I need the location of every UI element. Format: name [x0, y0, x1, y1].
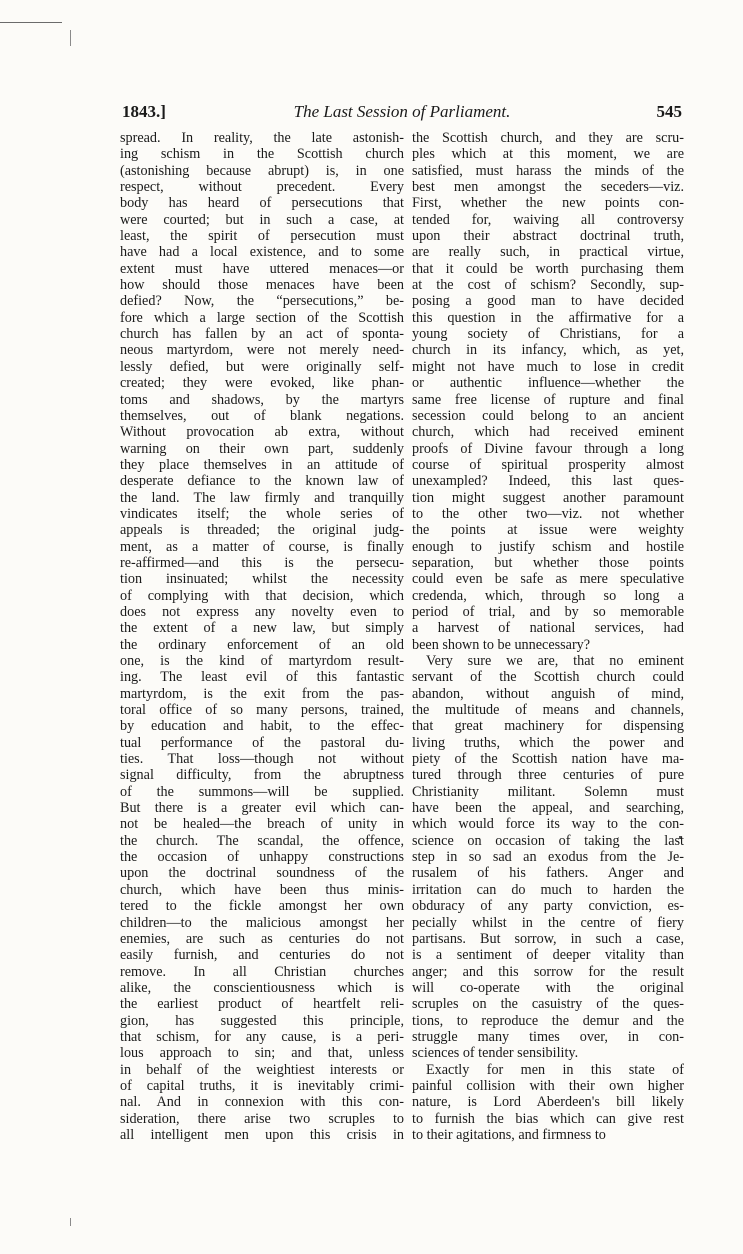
text-line: this question in the affirmative for a [412, 309, 684, 326]
text-line: unexampled? Indeed, this last ques- [412, 473, 684, 490]
text-line: themselves, out of blank negations. [120, 407, 404, 424]
text-line: church, which had received eminent [412, 424, 684, 441]
text-line: enough to justify schism and hostile [412, 538, 684, 555]
text-line: that it could be worth purchasing them [412, 260, 684, 277]
text-line: respect, without precedent. Every [120, 179, 404, 196]
running-head-year: 1843.] [122, 102, 166, 121]
text-line: pecially whilst in the centre of fiery [412, 914, 684, 931]
gutter-mark-bottom [70, 1218, 71, 1226]
text-line: But there is a greater evil which can- [120, 800, 404, 817]
text-line: children—to the malicious amongst her [120, 914, 404, 931]
text-line: (astonishing because abrupt) is, in one [120, 162, 404, 179]
text-line: enemies, are such as centuries do not [120, 930, 404, 947]
text-line: desperate defiance to the known law of [120, 473, 404, 490]
text-line: the occasion of unhappy constructions [120, 849, 404, 866]
text-line: they place themselves in an attitude of [120, 456, 404, 473]
text-line: tions, to reproduce the demur and the [412, 1012, 684, 1029]
text-line: church in its infancy, which, as yet, [412, 342, 684, 359]
text-line: have been the appeal, and searching, [412, 800, 684, 817]
text-line: all intelligent men upon this crisis in [120, 1126, 404, 1143]
text-line: partisans. But sorrow, in such a case, [412, 930, 684, 947]
text-line: to the other two—viz. not whether [412, 505, 684, 522]
right-column [412, 130, 684, 1143]
text-line: piety of the Scottish nation have ma- [412, 751, 684, 768]
text-line: church has fallen by an act of sponta- [120, 326, 404, 343]
running-head-title: The Last Session of Parliament. [293, 102, 511, 121]
text-line: scruples on the casuistry of the ques- [412, 996, 684, 1013]
text-line: in behalf of the weightiest interests or [120, 1061, 404, 1078]
text-line: tion insinuated; whilst the necessity [120, 571, 404, 588]
text-line: could even be safe as mere speculative [412, 571, 684, 588]
text-line: servant of the Scottish church could [412, 669, 684, 686]
text-line: easily furnish, and centuries do not [120, 947, 404, 964]
text-line: living truths, which the power and [412, 734, 684, 751]
text-line: Christianity militant. Solemn must [412, 783, 684, 800]
text-line: best men amongst the seceders—viz. [412, 179, 684, 196]
text-line: tured through three centuries of pure [412, 767, 684, 784]
text-line: a harvest of national services, had [412, 620, 684, 637]
text-line: step in so sad an exodus from the Je- [412, 849, 684, 866]
page-number: 545 [656, 102, 682, 121]
text-line: least, the spirit of persecution must [120, 228, 404, 245]
text-line: ples which at this moment, we are [412, 146, 684, 163]
text-line: proofs of Divine favour through a long [412, 440, 684, 457]
text-line: by education and habit, to the effec- [120, 718, 404, 735]
margin-rule [0, 22, 62, 23]
text-line: spread. In reality, the late astonish- [120, 130, 404, 146]
text-line: painful collision with their own higher [412, 1077, 684, 1094]
text-line: been shown to be unnecessary? [412, 636, 591, 653]
text-line: of the summons—will be supplied. [120, 783, 404, 800]
text-line: one, is the kind of martyrdom result- [120, 653, 404, 669]
text-line: fore which a large section of the Scottish [120, 309, 404, 326]
text-line: re-affirmed—and this is the persecu- [120, 554, 404, 571]
text-line: separation, but whether those points [412, 554, 684, 571]
text-line: secession could belong to an ancient [412, 407, 684, 424]
text-line: neous martyrdom, were not merely need- [120, 342, 404, 359]
text-line: nature, is Lord Aberdeen's bill likely [412, 1094, 684, 1111]
text-line: ties. That loss—though not without [120, 751, 404, 768]
text-line: the extent of a new law, but simply [120, 620, 404, 637]
text-line: lous approach to sin; and that, unless [120, 1045, 404, 1062]
text-line: the points at issue were weighty [412, 522, 684, 539]
text-line: credenda, which, through so long a [412, 587, 684, 604]
text-line: ing schism in the Scottish church [120, 146, 404, 163]
text-line: the ordinary enforcement of an old [120, 636, 404, 653]
text-line: appeals is threaded; the original judg- [120, 522, 404, 539]
text-line: warning on their own part, suddenly [120, 440, 404, 457]
text-line: tended for, waiving all controversy [412, 211, 684, 228]
text-line: which would force its way to the con- [412, 816, 684, 833]
text-line: extent must have uttered menaces—or [120, 260, 404, 277]
text-line: tered to the fickle amongst her own [120, 898, 404, 915]
text-line: might not have much to lose in credit [412, 358, 684, 375]
text-line: defied? Now, the “persecutions,” be- [120, 293, 404, 310]
text-line: or authentic influence—whether the [412, 375, 684, 392]
running-head [122, 102, 682, 126]
text-line: the land. The law firmly and tranquilly [120, 489, 404, 506]
text-line: at the cost of schism? Secondly, sup- [412, 277, 684, 294]
text-line: tion might suggest another paramount [412, 489, 684, 506]
text-line: how should those menaces have been [120, 277, 404, 294]
text-line: that schism, for any cause, is a peri- [120, 1028, 404, 1045]
text-line: toral office of so many persons, trained, [120, 702, 404, 719]
text-line: will co-operate with the original [412, 979, 684, 996]
text-line: does not express any novelty even to [120, 603, 404, 620]
left-column [120, 130, 404, 1143]
text-line: of complying with that decision, which [120, 587, 404, 604]
text-line: the Scottish church, and they are scru- [412, 130, 684, 146]
text-line: posing a good man to have decided [412, 293, 684, 310]
text-line: ing. The least evil of this fantastic [120, 669, 404, 686]
text-line: abandon, without anguish of mind, [412, 685, 684, 702]
text-line: the earliest product of heartfelt reli- [120, 996, 404, 1013]
text-line: Exactly for men in this state of [426, 1061, 684, 1078]
text-line: vindicates itself; the whole series of [120, 505, 404, 522]
text-line: same free license of rupture and final [412, 391, 684, 408]
text-line: that great machinery for dispensing [412, 718, 684, 735]
text-line: tual performance of the pastoral du- [120, 734, 404, 751]
text-line: of capital truths, it is inevitably crimi- [120, 1077, 404, 1094]
text-line: upon the doctrinal soundness of the [120, 865, 404, 882]
text-line: remove. In all Christian churches [120, 963, 404, 980]
text-line: satisfied, must harass the minds of the [412, 162, 684, 179]
text-line: created; they were evoked, like phan- [120, 375, 404, 392]
text-line: to their agitations, and firmness to [412, 1126, 606, 1143]
text-line: Very sure we are, that no eminent [426, 653, 684, 669]
text-line: gion, has suggested this principle, [120, 1012, 404, 1029]
text-line: not be healed—the breach of unity in [120, 816, 404, 833]
text-line: irritation can do much to harden the [412, 881, 684, 898]
text-line: sciences of tender sensibility. [412, 1045, 579, 1062]
text-line: course of spiritual prosperity almost [412, 456, 684, 473]
text-line: have had a local existence, and to some [120, 244, 404, 261]
text-line: signal difficulty, from the abruptness [120, 767, 404, 784]
text-line: rusalem of his fathers. Anger and [412, 865, 684, 882]
text-line: nal. And in connexion with this con- [120, 1094, 404, 1111]
text-line: toms and shadows, by the martyrs [120, 391, 404, 408]
text-line: to furnish the bias which can give rest [412, 1110, 684, 1127]
text-line: young society of Christians, for a [412, 326, 684, 343]
text-line: the church. The scandal, the offence, [120, 832, 404, 849]
text-line: martyrdom, is the exit from the pas- [120, 685, 404, 702]
text-line: alike, the conscientiousness which is [120, 979, 404, 996]
text-line: are really such, in practical virtue, [412, 244, 684, 261]
text-line: is a sentiment of deeper vitality than [412, 947, 684, 964]
text-line: period of trial, and by so memorable [412, 603, 684, 620]
text-line: anger; and this sorrow for the result [412, 963, 684, 980]
text-line: sideration, there arise two scruples to [120, 1110, 404, 1127]
text-line: were courted; but in such a case, at [120, 211, 404, 228]
text-line: body has heard of persecutions that [120, 195, 404, 212]
text-line: church, which have been thus minis- [120, 881, 404, 898]
text-line: ment, as a matter of course, is finally [120, 538, 404, 555]
text-line: lessly defied, but were originally self- [120, 358, 404, 375]
text-line: obduracy of any party conviction, es- [412, 898, 684, 915]
text-line: the multitude of means and channels, [412, 702, 684, 719]
text-line: science on occasion of taking the last [412, 832, 684, 849]
text-line: Without provocation ab extra, without [120, 424, 404, 441]
text-line: First, whether the new points con- [412, 195, 684, 212]
gutter-mark-top [70, 30, 71, 46]
text-line: struggle many times over, in con- [412, 1028, 684, 1045]
text-line: upon their abstract doctrinal truth, [412, 228, 684, 245]
